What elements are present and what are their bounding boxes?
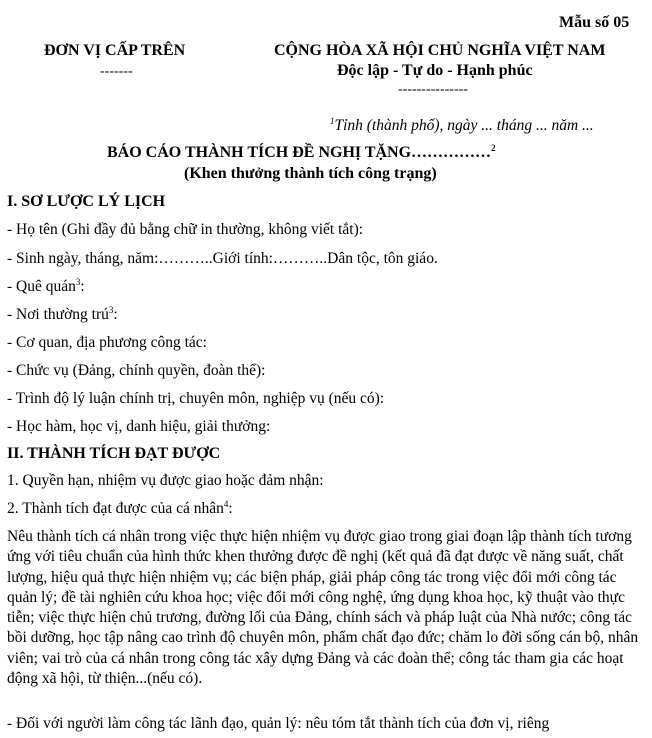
list-item [7,500,233,518]
footnote-marker: 3 [75,277,81,287]
list-item [7,278,85,296]
report-title [107,144,496,162]
list-item-colon: : [228,500,233,517]
list-item-text: - Sinh ngày, tháng, năm:………..Giới tính:………..Dân tộc, tôn giáo. [7,250,438,267]
list-item-text: - Chức vụ (Đảng, chính quyền, đoàn thể): [7,362,266,379]
footnote-marker: 4 [223,499,229,509]
footnote-marker: 2 [491,143,496,153]
section-heading: I. SƠ LƯỢC LÝ LỊCH [7,193,166,210]
list-item [7,334,207,352]
list-item [7,418,270,436]
place-date: Tỉnh (thành phố), ngày ... tháng ... năm ... [334,117,594,134]
footnote-marker: 1 [330,116,335,126]
report-subtitle: (Khen thưởng thành tích công trạng) [184,165,437,182]
list-item [7,362,266,380]
list-item-text: - Đối với người làm công tác lãnh đạo, quản lý: nêu tóm tắt thành tích của đơn vị, riêng [7,715,550,732]
list-item [7,221,363,239]
list-item-text: - Học hàm, học vị, danh hiệu, giải thưởng: [7,418,271,435]
list-item-text: - Quê quán [7,278,76,295]
national-motto: Độc lập - Tự do - Hạnh phúc [337,62,533,79]
list-item-colon: : [113,306,118,323]
place-date-line [330,117,594,135]
motto-dashes: --------------- [398,82,468,97]
list-item-text: - Nơi thường trú [7,306,109,323]
list-item-text: 1. Quyền hạn, nhiệm vụ được giao hoặc đảm nhận: [7,472,324,489]
list-item [7,250,438,268]
list-item-text: 2. Thành tích đạt được của cá nhân [7,500,224,517]
achievement-paragraph: Nêu thành tích cá nhân trong việc thực hiện nhiệm vụ được giao trong giai đoạn lập thành tích tương ứng với tiêu chuẩn của hình thức khen thưởng được đề nghị (kết quả đã đạt được về năng suất, chất lượng, hiệu quả thực hiện nhiệm vụ; các biện pháp, giải pháp công tác trong việc đổi mới công tác quản lý; đề tài nghiên cứu khoa học; việc đổi mới công nghệ, ứng dụng khoa học, kỹ thuật vào thực tiễn; việc thực hiện chủ trương, đường lối của Đảng, chính sách và pháp luật của Nhà nước; công tác bồi dưỡng, học tập nâng cao trình độ chuyên môn, phẩm chất đạo đức; chăm lo đời sống cán bộ, nhân viên; vai trò của cá nhân trong công tác xây dựng Đảng và các đoàn thể; công tác tham gia các hoạt động xã hội, từ thiện...(nếu có). [7,528,639,688]
list-item [7,306,118,324]
list-item-text: - Trình độ lý luận chính trị, chuyên môn, nghiệp vụ (nếu có): [7,390,385,407]
republic-name: CỘNG HÒA XÃ HỘI CHỦ NGHĨA VIỆT NAM [274,42,606,59]
unit-name: ĐƠN VỊ CẤP TRÊN [44,42,186,59]
list-item [7,715,549,733]
list-item [7,390,384,408]
list-item-text: - Họ tên (Ghi đầy đủ bằng chữ in thường, không viết tắt): [7,221,364,238]
footnote-marker: 3 [108,305,114,315]
section-heading: II. THÀNH TÍCH ĐẠT ĐƯỢC [7,445,221,462]
list-item-colon: : [80,278,85,295]
list-item [7,472,324,490]
form-number: Mẫu số 05 [559,14,630,31]
list-item-text: - Cơ quan, địa phương công tác: [7,334,207,351]
unit-dashes: ------- [100,64,133,79]
report-title-text: BÁO CÁO THÀNH TÍCH ĐỀ NGHỊ TẶNG…………… [107,144,492,161]
